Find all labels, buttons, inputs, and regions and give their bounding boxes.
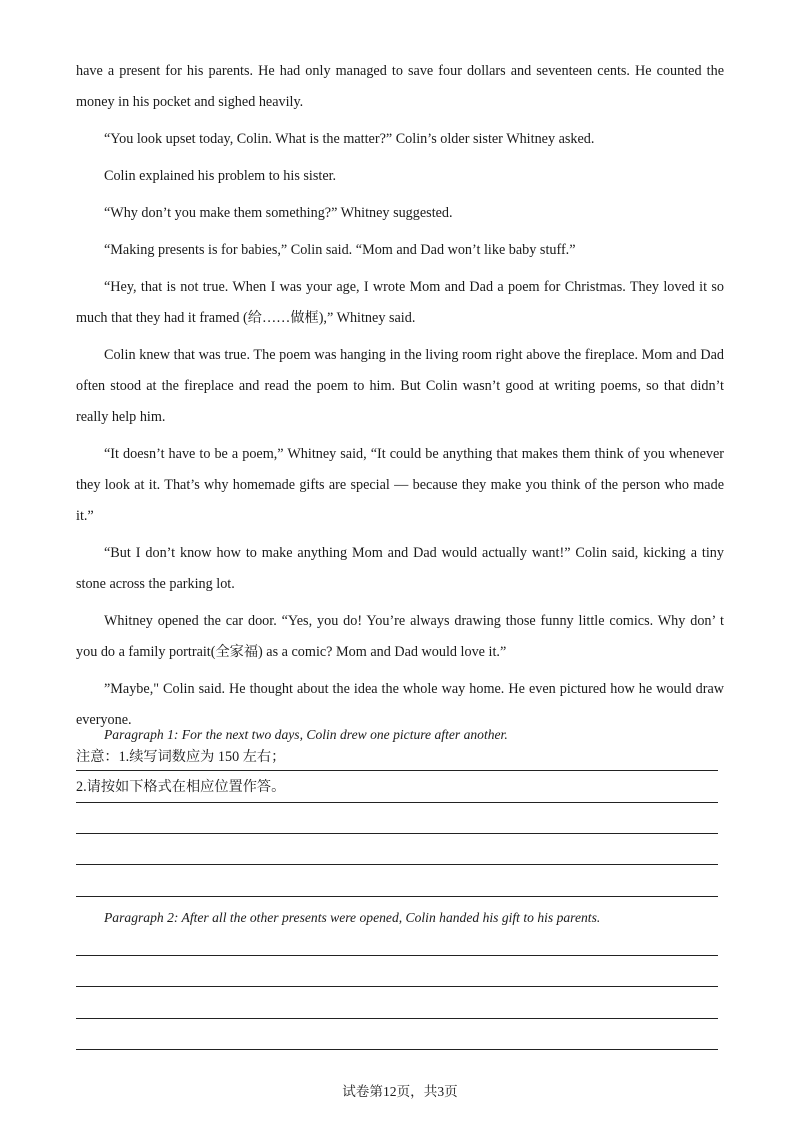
story-paragraph-8: “It doesn’t have to be a poem,” Whitney said, “It could be anything that makes them think of you whenever they look at it. That’s why homemade gifts are special — because they make you think of the person who made it.” — [76, 446, 724, 524]
story-paragraph-10: Whitney opened the car door. “Yes, you do! You’re always drawing those funny little comics. Why don’ t you do a family portrait(全家福) as a comic? Mom and Dad would love it.” — [76, 613, 724, 660]
story-text — [76, 56, 724, 802]
story-paragraph-7: Colin knew that was true. The poem was hanging in the living room right above the fireplace. Mom and Dad often stood at the fireplace and read the poem to him. But Colin wasn’t good at writing poems, so that didn’t really help him. — [76, 347, 724, 425]
answer-line[interactable] — [76, 833, 718, 834]
story-paragraph-6: “Hey, that is not true. When I was your age, I wrote Mom and Dad a poem for Christmas. They loved it so much that they had it framed (给……做框),” Whitney said. — [76, 279, 724, 326]
answer-line[interactable] — [76, 770, 718, 771]
story-paragraph-1: have a present for his parents. He had only managed to save four dollars and seventeen cents. He counted the money in his pocket and sighed heavily. — [76, 63, 724, 110]
answer-line[interactable] — [76, 864, 718, 865]
story-paragraph-4: “Why don’t you make them something?” Whitney suggested. — [104, 205, 453, 221]
answer-line[interactable] — [76, 1018, 718, 1019]
paragraph-1-prompt: Paragraph 1: For the next two days, Colin drew one picture after another. — [104, 727, 508, 742]
answer-line[interactable] — [76, 986, 718, 987]
story-paragraph-5: “Making presents is for babies,” Colin said. “Mom and Dad won’t like baby stuff.” — [104, 242, 576, 258]
instruction-note-2: 2.请按如下格式在相应位置作答。 — [76, 779, 286, 795]
answer-line[interactable] — [76, 896, 718, 897]
story-paragraph-11: ”Maybe," Colin said. He thought about the idea the whole way home. He even pictured how he would draw everyone. — [76, 681, 724, 728]
story-paragraph-3: Colin explained his problem to his sister. — [104, 168, 337, 184]
instruction-note-1: 注意：1.续写词数应为 150 左右； — [76, 749, 286, 765]
answer-line[interactable] — [76, 955, 718, 956]
answer-line[interactable] — [76, 802, 718, 803]
answer-line[interactable] — [76, 1049, 718, 1050]
page-footer: 试卷第12页，共3页 — [342, 1084, 458, 1099]
story-paragraph-2: “You look upset today, Colin. What is the matter?” Colin’s older sister Whitney asked. — [104, 131, 595, 147]
paragraph-2-prompt: Paragraph 2: After all the other presents were opened, Colin handed his gift to his parents. — [104, 910, 601, 925]
story-paragraph-9: “But I don’t know how to make anything Mom and Dad would actually want!” Colin said, kicking a tiny stone across the parking lot. — [76, 545, 724, 592]
